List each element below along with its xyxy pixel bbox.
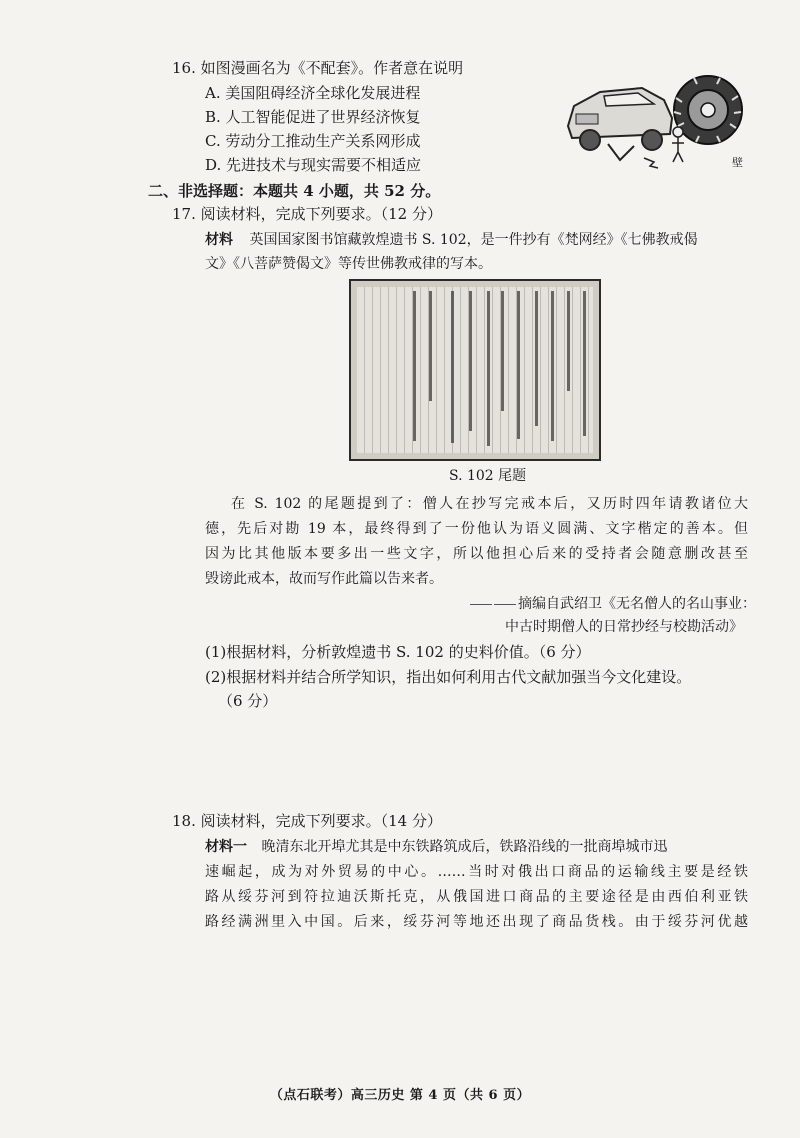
q18-line2: 速崛起，成为对外贸易的中心。……当时对俄出口商品的运输线主要是经铁 [205, 864, 748, 880]
source-dash [470, 604, 492, 605]
q17-para-line3: 因为比其他版本要多出一些文字，所以他担心后来的受持者会随意删改甚至 [205, 546, 748, 562]
q17-sub1: (1)根据材料，分析敦煌遗书 S. 102 的史料价值。（6 分） [205, 643, 591, 661]
q17-source-line1: 摘编自武绍卫《无名僧人的名山事业： [470, 594, 756, 614]
manuscript-paper [357, 287, 593, 453]
q17-material-line2: 文》《八菩萨赞偈文》等传世佛教戒律的写本。 [205, 256, 492, 272]
q17-sub2-score: （6 分） [218, 692, 278, 710]
q18-stem: 18. 阅读材料，完成下列要求。（14 分） [172, 812, 442, 830]
q18-text1: 晚清东北开埠尤其是中东铁路筑成后，铁路沿线的一批商埠城市迅 [261, 839, 668, 855]
q18-line4: 路经满洲里入中国。后来，绥芬河等地还出现了商品货栈。由于绥芬河优越 [205, 914, 748, 930]
q18-line3: 路从绥芬河到符拉迪沃斯托克，从俄国进口商品的主要途径是由西伯利亚铁 [205, 889, 748, 905]
q17-material-label: 材料 [205, 232, 233, 248]
q17-stem: 17. 阅读材料，完成下列要求。（12 分） [172, 205, 442, 223]
q17-para-line4: 毁谤此戒本，故而写作此篇以告来者。 [205, 571, 443, 587]
q17-sub2: (2)根据材料并结合所学知识，指出如何利用古代文献加强当今文化建设。 [205, 668, 692, 686]
q16-option-b: B. 人工智能促进了世界经济恢复 [205, 108, 421, 126]
figure-caption: S. 102 尾题 [449, 468, 527, 484]
cartoon-illustration [560, 48, 745, 176]
q17-material-line1 [205, 230, 698, 250]
q17-para-line2: 德，先后对勘 19 本，最终得到了一份他认为语义圆满、文字楷定的善本。但 [205, 521, 748, 537]
q17-source-line2: 中古时期僧人的日常抄经与校勘活动》 [505, 619, 743, 635]
q17-material-text1: 英国国家图书馆藏敦煌遗书 S. 102，是一件抄有《梵网经》《七佛教戒偈 [249, 232, 698, 248]
q16-option-d: D. 先进技术与现实需要不相适应 [205, 156, 422, 174]
page-footer: （点石联考）高三历史 第 4 页（共 6 页） [269, 1088, 531, 1103]
manuscript-image [349, 279, 601, 461]
q18-line1 [205, 837, 748, 857]
cartoon-signature: 壁 [732, 156, 743, 169]
q16-option-a: A. 美国阻碍经济全球化发展进程 [205, 84, 421, 102]
q18-material-label: 材料一 [205, 839, 247, 855]
section-heading: 二、非选择题：本题共 4 小题，共 52 分。 [148, 182, 441, 200]
q16-option-c: C. 劳动分工推动生产关系网形成 [205, 132, 421, 150]
q17-para-line1: 在 S. 102 的尾题提到了：僧人在抄写完戒本后，又历时四年请教诸位大 [231, 496, 748, 512]
q16-stem: 16. 如图漫画名为《不配套》。作者意在说明 [172, 59, 464, 77]
